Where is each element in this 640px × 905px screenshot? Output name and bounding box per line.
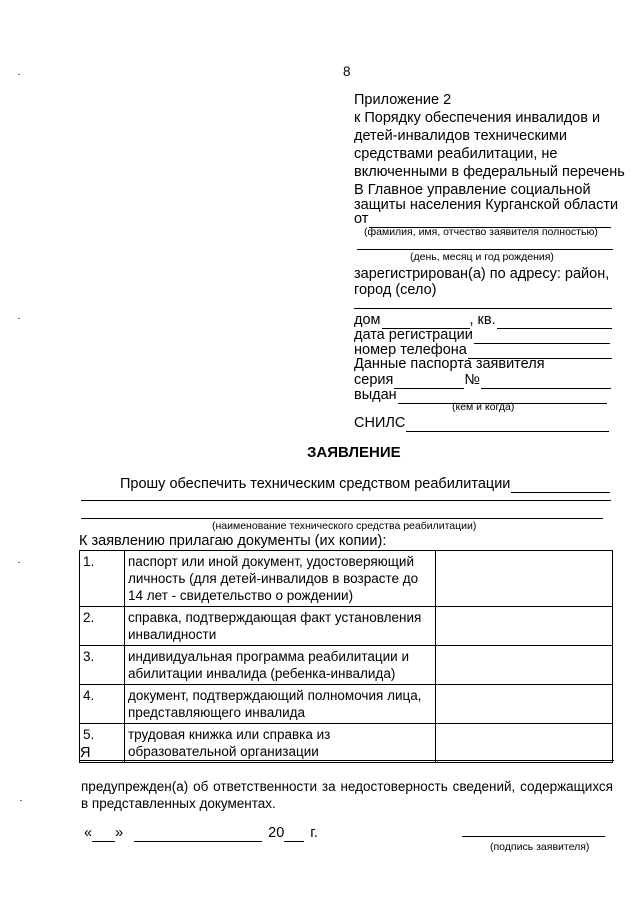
appendix-line: Приложение 2: [354, 92, 452, 108]
birth-date-field[interactable]: [357, 249, 613, 250]
doc-text: трудовая книжка или справка из образовательной организации: [125, 724, 436, 763]
doc-number: 2.: [80, 607, 125, 646]
date-year-suffix: г.: [310, 825, 318, 841]
page-title: ЗАЯВЛЕНИЕ: [307, 444, 401, 461]
passport-label: Данные паспорта заявителя: [354, 356, 545, 372]
tsr-field-line[interactable]: [81, 500, 611, 501]
appendix-line: включенными в федеральный перечень: [354, 164, 625, 180]
signature-hint: (подпись заявителя): [490, 841, 590, 853]
doc-mark-cell[interactable]: [436, 724, 613, 763]
doc-text: индивидуальная программа реабилитации и абилитации инвалида (ребенка-инвалида): [125, 646, 436, 685]
doc-text: паспорт или иной документ, удостоверяющий личность (для детей-инвалидов в возрасте до 14 лет - свидетельство о рождении): [125, 551, 436, 607]
signature-field[interactable]: [462, 836, 605, 837]
from-label: от: [354, 211, 369, 227]
registered-label-2: город (село): [354, 282, 437, 298]
house-label: дом: [354, 312, 381, 328]
table-row: [80, 724, 613, 763]
doc-number: 4.: [80, 685, 125, 724]
doc-mark-cell[interactable]: [436, 685, 613, 724]
date-open-quote: «: [84, 825, 93, 841]
tsr-hint: (наименование технического средства реабилитации): [212, 520, 477, 532]
documents-table: [79, 550, 613, 763]
birth-hint: (день, месяц и год рождения): [410, 251, 554, 263]
series-label: серия: [354, 372, 394, 388]
tsr-field[interactable]: [511, 479, 610, 493]
date-day-field[interactable]: [92, 828, 115, 842]
doc-mark-cell[interactable]: [436, 551, 613, 607]
snils-row: [354, 414, 609, 432]
appendix-line: к Порядку обеспечения инвалидов и: [354, 110, 601, 126]
issued-hint: (кем и когда): [452, 401, 515, 413]
reg-date-label: дата регистрации: [354, 327, 473, 343]
address-field[interactable]: [354, 308, 612, 309]
addressee-line: В Главное управление социальной: [354, 182, 591, 198]
request-row: [120, 475, 610, 493]
issued-label: выдан: [354, 387, 397, 403]
doc-number: 3.: [80, 646, 125, 685]
doc-text: документ, подтверждающий полномочия лица, представляющего инвалида: [125, 685, 436, 724]
appendix-line: детей-инвалидов техническими: [354, 128, 568, 144]
tsr-field-line[interactable]: [81, 518, 603, 519]
page-number: 8: [343, 64, 351, 79]
doc-number: 5.: [80, 724, 125, 763]
registered-label: зарегистрирован(а) по адресу: район,: [354, 266, 610, 282]
snils-label: СНИЛС: [354, 415, 406, 431]
doc-mark-cell[interactable]: [436, 646, 613, 685]
table-row: [80, 551, 613, 607]
doc-mark-cell[interactable]: [436, 607, 613, 646]
apt-label: , кв.: [469, 312, 496, 328]
table-row: [80, 685, 613, 724]
doc-text: справка, подтверждающая факт установления инвалидности: [125, 607, 436, 646]
snils-field[interactable]: [406, 418, 609, 432]
date-close-quote: »: [115, 825, 124, 841]
doc-number: 1.: [80, 551, 125, 607]
appendix-line: средствами реабилитации, не: [354, 146, 558, 162]
addressee-line: защиты населения Курганской области: [354, 197, 619, 213]
applicant-name-line[interactable]: [80, 760, 614, 761]
date-month-field[interactable]: [134, 828, 262, 842]
date-row: [84, 824, 318, 842]
request-text: Прошу обеспечить техническим средством реабилитации: [120, 476, 511, 492]
warning-text: предупрежден(а) об ответственности за недостоверность сведений, содержащихся в представленных документах.: [81, 779, 613, 811]
phone-label: номер телефона: [354, 342, 467, 358]
date-year-field[interactable]: [284, 828, 304, 842]
table-row: [80, 646, 613, 685]
date-year-prefix: 20: [268, 825, 285, 841]
number-label: №: [464, 372, 480, 388]
name-hint: (фамилия, имя, отчество заявителя полностью): [364, 226, 598, 238]
i-label: Я: [80, 745, 91, 761]
table-row: [80, 607, 613, 646]
attach-text: К заявлению прилагаю документы (их копии):: [79, 533, 387, 549]
